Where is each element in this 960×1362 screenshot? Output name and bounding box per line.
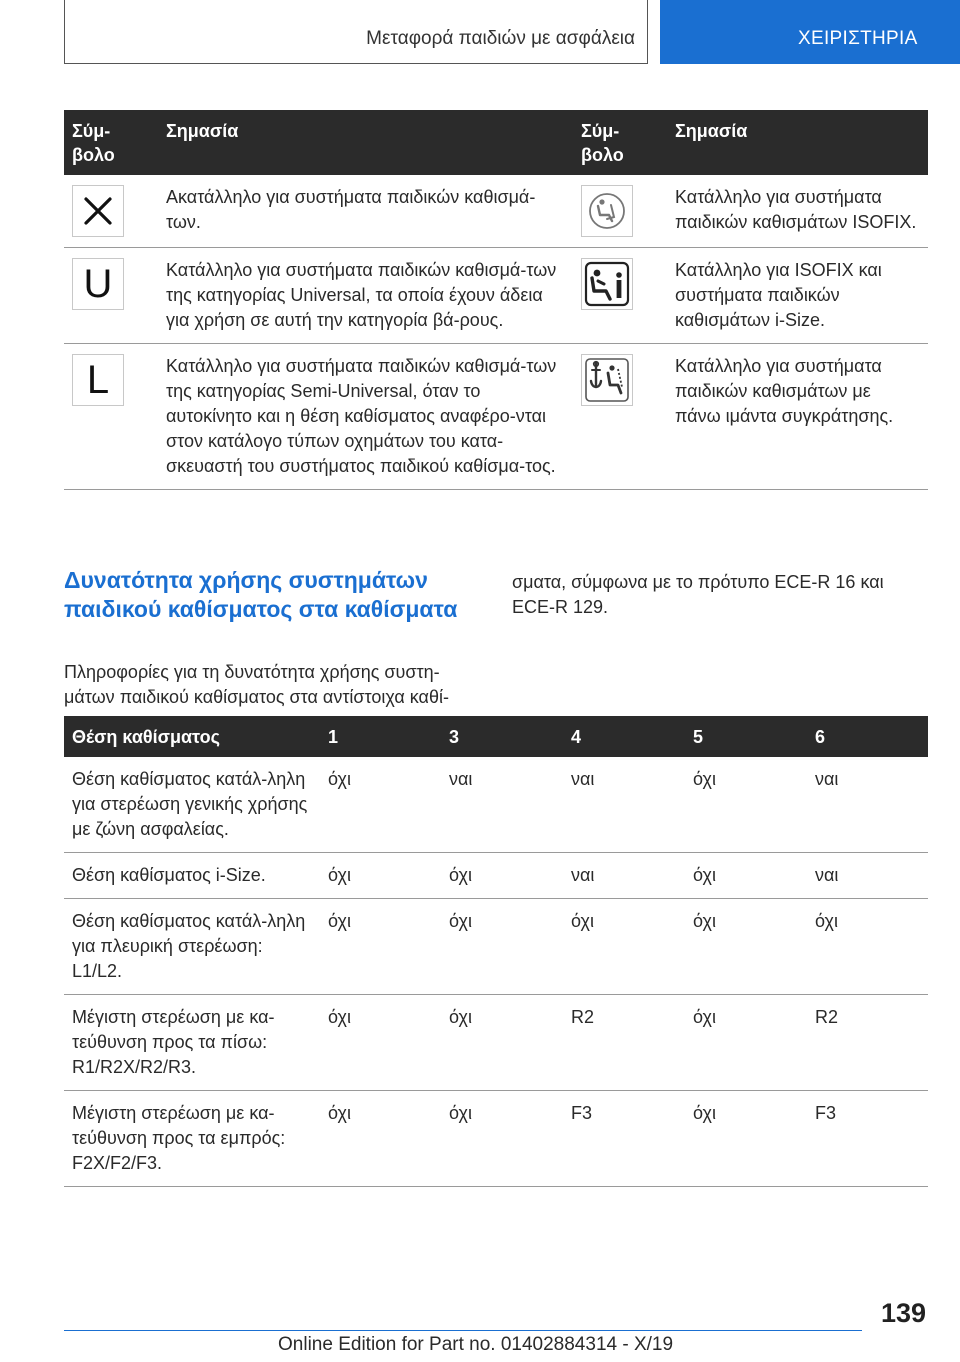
cell-value: όχι [320,995,441,1091]
table-row [64,344,928,490]
seat-table-header [64,716,928,757]
header-meaning-left: Σημασία [158,110,573,175]
symbol-meaning: Κατάλληλο για ISOFIX και συστήματα παιδικών καθισμάτων i-Size. [667,248,928,344]
symbol-table [64,110,928,490]
symbol-meaning: Κατάλληλο για συστήματα παιδικών καθισμάτων ISOFIX. [667,175,928,248]
section-tab-label: ΧΕΙΡΙΣΤΗΡΙΑ [798,28,918,49]
cell-value: ναι [807,757,928,853]
row-label: Θέση καθίσματος i-Size. [64,853,320,899]
cell-value: όχι [320,899,441,995]
table-row [64,1091,928,1187]
table-row [64,175,928,248]
table-row [64,995,928,1091]
cell-value: R2 [807,995,928,1091]
header-meaning-right: Σημασία [667,110,928,175]
isofix-seat-icon [581,185,633,237]
i-size-seat-icon [581,258,633,310]
header-symbol-right: Σύμ-βολο [573,110,667,175]
symbol-table-header [64,110,928,175]
table-row [64,248,928,344]
section-text-right: σματα, σύμφωνα με το πρότυπο ECE-R 16 και ECE-R 129. [512,572,884,617]
row-label: Μέγιστη στερέωση με κα-τεύθυνση προς τα εμπρός: F2X/F2/F3. [64,1091,320,1187]
table-row [64,853,928,899]
cross-icon [72,185,124,237]
header-seat-4: 4 [563,716,685,757]
table-row [64,899,928,995]
cell-value: όχι [563,899,685,995]
cell-value: όχι [320,757,441,853]
section-tab[interactable] [660,0,960,64]
cell-value: όχι [685,995,807,1091]
header-seat-1: 1 [320,716,441,757]
cell-value: όχι [685,757,807,853]
cell-value: ναι [563,853,685,899]
universal-u-icon: U [72,258,124,310]
cell-value: R2 [563,995,685,1091]
seat-position-table [64,716,928,1187]
cell-value: όχι [441,853,563,899]
cell-value: όχι [441,995,563,1091]
cell-value: όχι [441,1091,563,1187]
symbol-meaning: Κατάλληλο για συστήματα παιδικών καθισμάτων με πάνω ιμάντα συγκράτησης. [667,344,928,490]
cell-value: F3 [563,1091,685,1187]
row-label: Θέση καθίσματος κατάλ-ληλη για πλευρική στερέωση: L1/L2. [64,899,320,995]
top-tether-icon [581,354,633,406]
row-label: Μέγιστη στερέωση με κα-τεύθυνση προς τα πίσω: R1/R2X/R2/R3. [64,995,320,1091]
semi-universal-l-icon: L [72,354,124,406]
cell-value: ναι [807,853,928,899]
cell-value: όχι [320,1091,441,1187]
symbol-meaning: Κατάλληλο για συστήματα παιδικών καθισμά-των της κατηγορίας Universal, τα οποία έχουν άδεια για χρήση σε αυτή την κατηγορία βά-ρους. [158,248,573,344]
row-label: Θέση καθίσματος κατάλ-ληλη για στερέωση γενικής χρήσης με ζώνη ασφαλείας. [64,757,320,853]
header-title-box [64,0,648,64]
cell-value: όχι [441,899,563,995]
footer-divider [64,1330,862,1331]
header-seat-3: 3 [441,716,563,757]
cell-value: όχι [685,853,807,899]
cell-value: F3 [807,1091,928,1187]
symbol-meaning: Ακατάλληλο για συστήματα παιδικών καθισμά-των. [158,175,573,248]
cell-value: όχι [685,899,807,995]
header-seat-position: Θέση καθίσματος [64,716,320,757]
cell-value: όχι [807,899,928,995]
page-title: Μεταφορά παιδιών με ασφάλεια [366,28,635,49]
table-row [64,757,928,853]
header-seat-6: 6 [807,716,928,757]
cell-value: ναι [563,757,685,853]
edition-footer: Online Edition for Part no. 01402884314 - X/19 [278,1334,674,1355]
cell-value: όχι [685,1091,807,1187]
header-seat-5: 5 [685,716,807,757]
section-text-left: Πληροφορίες για τη δυνατότητα χρήσης συστη-μάτων παιδικού καθίσματος στα αντίστοιχα καθί- [64,662,449,707]
header-symbol-left: Σύμ-βολο [64,110,158,175]
section-heading: Δυνατότητα χρήσης συστημάτων παιδικού καθίσματος στα καθίσματα [64,567,458,622]
cell-value: ναι [441,757,563,853]
page-number: 139 [880,1298,926,1328]
symbol-meaning: Κατάλληλο για συστήματα παιδικών καθισμά-των της κατηγορίας Semi-Universal, όταν το αυτοκίνητο και η θέση καθίσματος αναφέρο-νται στον κατάλογο τύπων οχημάτων του κατα-σκευαστή του συστήματος παιδικού καθίσμα-τος. [158,344,573,490]
cell-value: όχι [320,853,441,899]
